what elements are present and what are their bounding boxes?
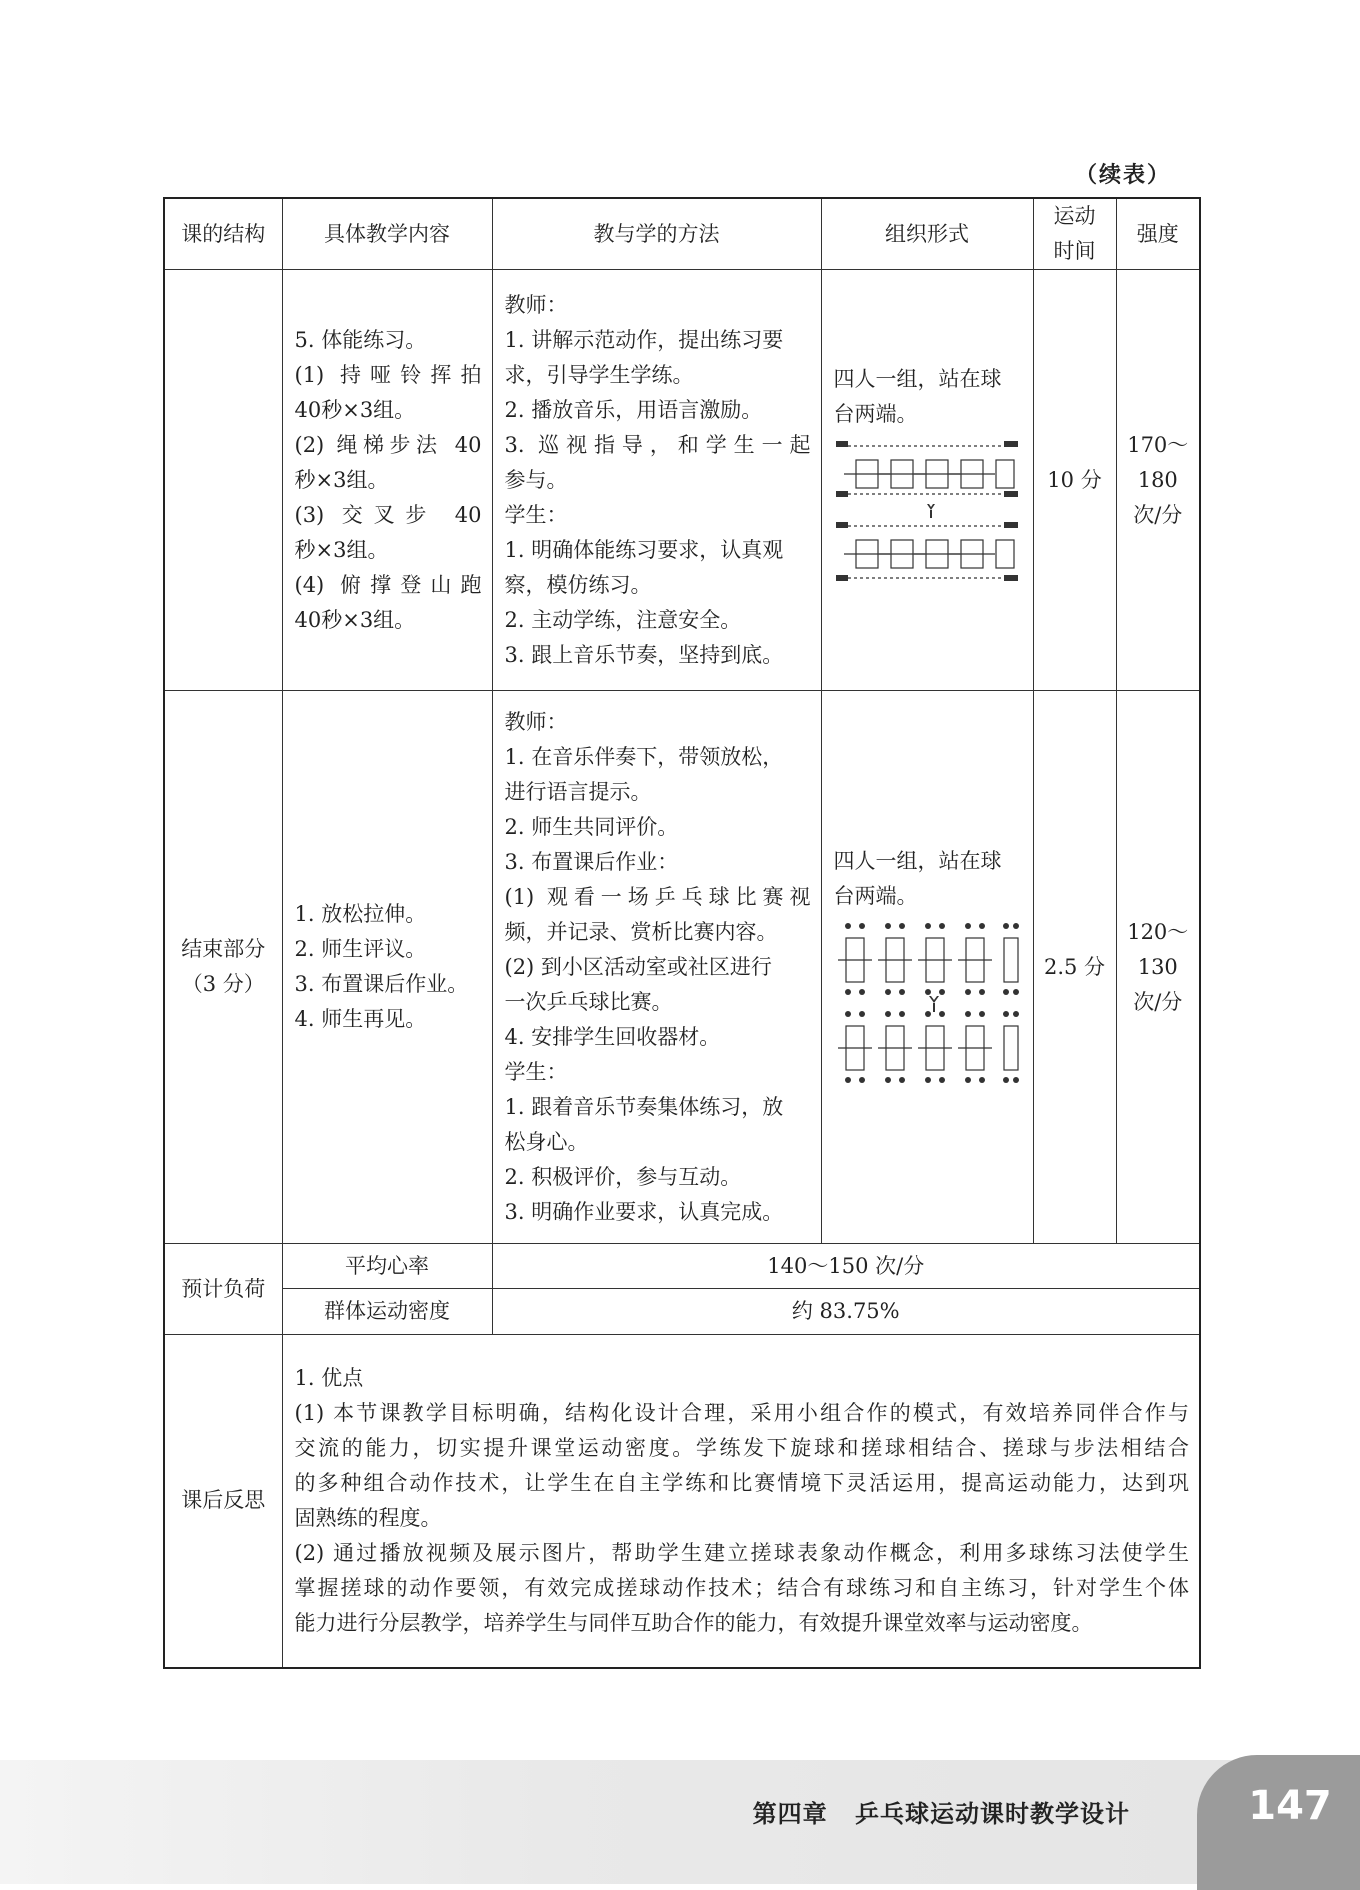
reflection-line: 固熟练的程度。 (294, 1505, 442, 1530)
method-line: 教师： (504, 292, 568, 317)
intensity-line: 次/分 (1133, 502, 1183, 527)
ending-intensity (1116, 691, 1200, 1244)
structure-line: 结束部分 (181, 937, 266, 961)
header-method: 教与学的方法 (492, 198, 821, 270)
content-line: (1) 持哑铃挥拍 (294, 362, 482, 387)
ending-method (492, 691, 821, 1244)
header-intensity: 强度 (1116, 198, 1200, 270)
reflection-label: 课后反思 (164, 1335, 282, 1668)
method-line: 3. 布置课后作业： (504, 849, 679, 874)
content-line: 秒×3组。 (294, 537, 389, 562)
intensity-line: 130 (1137, 954, 1178, 979)
content-line: 40秒×3组。 (294, 397, 416, 422)
org-line: 四人一组，站在球 (833, 849, 1002, 873)
reflection-body (282, 1335, 1200, 1668)
method-line: 进行语言提示。 (504, 779, 652, 804)
method-line: 3. 跟上音乐节奏，坚持到底。 (504, 642, 784, 667)
fitness-time: 10 分 (1033, 270, 1116, 691)
footer-bar (0, 1760, 1360, 1884)
ending-row (164, 691, 1200, 1244)
reflection-row (164, 1335, 1200, 1668)
method-line: 2. 师生共同评价。 (504, 814, 679, 839)
content-line: 秒×3组。 (294, 467, 389, 492)
continued-label: （续表） (1075, 163, 1172, 188)
method-line: 1. 在音乐伴奏下，带领放松， (504, 744, 784, 769)
method-line: 察，模仿练习。 (504, 572, 652, 597)
page-number: 147 (1248, 1783, 1332, 1829)
method-line: 3. 明确作业要求，认真完成。 (504, 1199, 784, 1224)
reflection-line: 掌握搓球的动作要领，有效完成搓球动作技术；结合有球练习和自主练习，针对学生个体 (294, 1575, 1189, 1600)
load-row-density (164, 1289, 1200, 1335)
reflection-line: 交流的能力，切实提升课堂运动密度。学练发下旋球和搓球相结合、搓球与步法相结合 (294, 1435, 1189, 1460)
footer-chapter-title (753, 1794, 1130, 1829)
fitness-method (492, 270, 821, 691)
load-label: 预计负荷 (164, 1244, 282, 1335)
method-line: (1) 观看一场乒乓球比赛视 (504, 884, 811, 909)
method-line: 教师： (504, 709, 568, 734)
content-line: 4. 师生再见。 (294, 1007, 427, 1031)
ending-organization (821, 691, 1033, 1244)
fitness-row (164, 270, 1200, 691)
heart-rate-value: 140～150 次/分 (492, 1244, 1200, 1289)
method-line: (2) 到小区活动室或社区进行 (504, 954, 772, 979)
reflection-line: (1) 本节课教学目标明确，结构化设计合理，采用小组合作的模式，有效培养同伴合作与 (294, 1400, 1189, 1425)
header-time-line1: 运动 (1053, 204, 1096, 228)
content-line: 2. 师生评议。 (294, 937, 427, 961)
footer-title: 乒乓球运动课时教学设计 (855, 1800, 1130, 1828)
method-line: 参与。 (504, 467, 568, 492)
reflection-line: 能力进行分层教学，培养学生与同伴互助合作的能力，有效提升课堂效率与运动密度。 (294, 1610, 1093, 1635)
intensity-line: 120～ (1127, 919, 1189, 944)
header-organization: 组织形式 (821, 198, 1033, 270)
method-line: 4. 安排学生回收器材。 (504, 1024, 721, 1049)
fitness-content (282, 270, 492, 691)
footer-chapter: 第四章 (752, 1800, 828, 1828)
ending-time: 2.5 分 (1033, 691, 1116, 1244)
load-row-heart-rate (164, 1244, 1200, 1289)
method-line: 松身心。 (504, 1129, 589, 1154)
method-line: 3. 巡视指导，和学生一起 (504, 432, 811, 457)
header-time (1033, 198, 1116, 270)
method-line: 求，引导学生学练。 (504, 362, 694, 387)
method-line: 学生： (504, 1059, 568, 1084)
ending-content (282, 691, 492, 1244)
content-line: (4) 俯撑登山跑 (294, 572, 482, 597)
ladder-group-top (836, 446, 1018, 494)
intensity-line: 次/分 (1133, 989, 1183, 1014)
method-line: 频，并记录、赏析比赛内容。 (504, 919, 778, 944)
org-line: 台两端。 (833, 884, 918, 908)
method-line: 2. 播放音乐，用语言激励。 (504, 397, 763, 422)
method-line: 学生： (504, 502, 568, 527)
fitness-intensity (1116, 270, 1200, 691)
density-value: 约 83.75% (492, 1289, 1200, 1335)
header-row (164, 198, 1200, 270)
table-tennis-layout-diagram (834, 920, 1020, 1090)
method-line: 1. 明确体能练习要求，认真观 (504, 537, 784, 562)
lesson-plan-table (163, 197, 1201, 1669)
content-line: 5. 体能练习。 (294, 327, 427, 352)
method-line: 2. 积极评价，参与互动。 (504, 1164, 742, 1189)
content-line: 40秒×3组。 (294, 607, 416, 632)
reflection-line: 1. 优点 (294, 1365, 364, 1390)
header-content: 具体教学内容 (282, 198, 492, 270)
header-structure: 课的结构 (164, 198, 282, 270)
content-line: 1. 放松拉伸。 (294, 902, 427, 926)
method-line: 一次乒乓球比赛。 (504, 989, 673, 1014)
content-line: (3) 交叉步 40 (294, 502, 482, 527)
ending-structure (164, 691, 282, 1244)
reflection-line: (2) 通过播放视频及展示图片，帮助学生建立搓球表象动作概念，利用多球练习法使学生 (294, 1540, 1189, 1565)
heart-rate-label: 平均心率 (282, 1244, 492, 1289)
header-time-line2: 时间 (1053, 239, 1096, 263)
method-line: 1. 跟着音乐节奏集体练习，放 (504, 1094, 784, 1119)
org-line: 台两端。 (833, 402, 918, 426)
content-line: 3. 布置课后作业。 (294, 972, 469, 996)
org-line: 四人一组，站在球 (833, 367, 1002, 391)
ladder-drill-diagram (834, 438, 1020, 598)
fitness-structure (164, 270, 282, 691)
fitness-organization (821, 270, 1033, 691)
content-line: (2) 绳梯步法 40 (294, 432, 482, 457)
ladder-group-bottom (836, 526, 1018, 578)
structure-line: （3 分） (181, 972, 265, 996)
density-label: 群体运动密度 (282, 1289, 492, 1335)
intensity-line: 170～ (1127, 432, 1189, 457)
method-line: 2. 主动学练，注意安全。 (504, 607, 742, 632)
intensity-line: 180 (1137, 467, 1178, 492)
method-line: 1. 讲解示范动作，提出练习要 (504, 327, 784, 352)
reflection-line: 的多种组合动作技术，让学生在自主学练和比赛情境下灵活运用，提高运动能力，达到巩 (294, 1470, 1189, 1495)
